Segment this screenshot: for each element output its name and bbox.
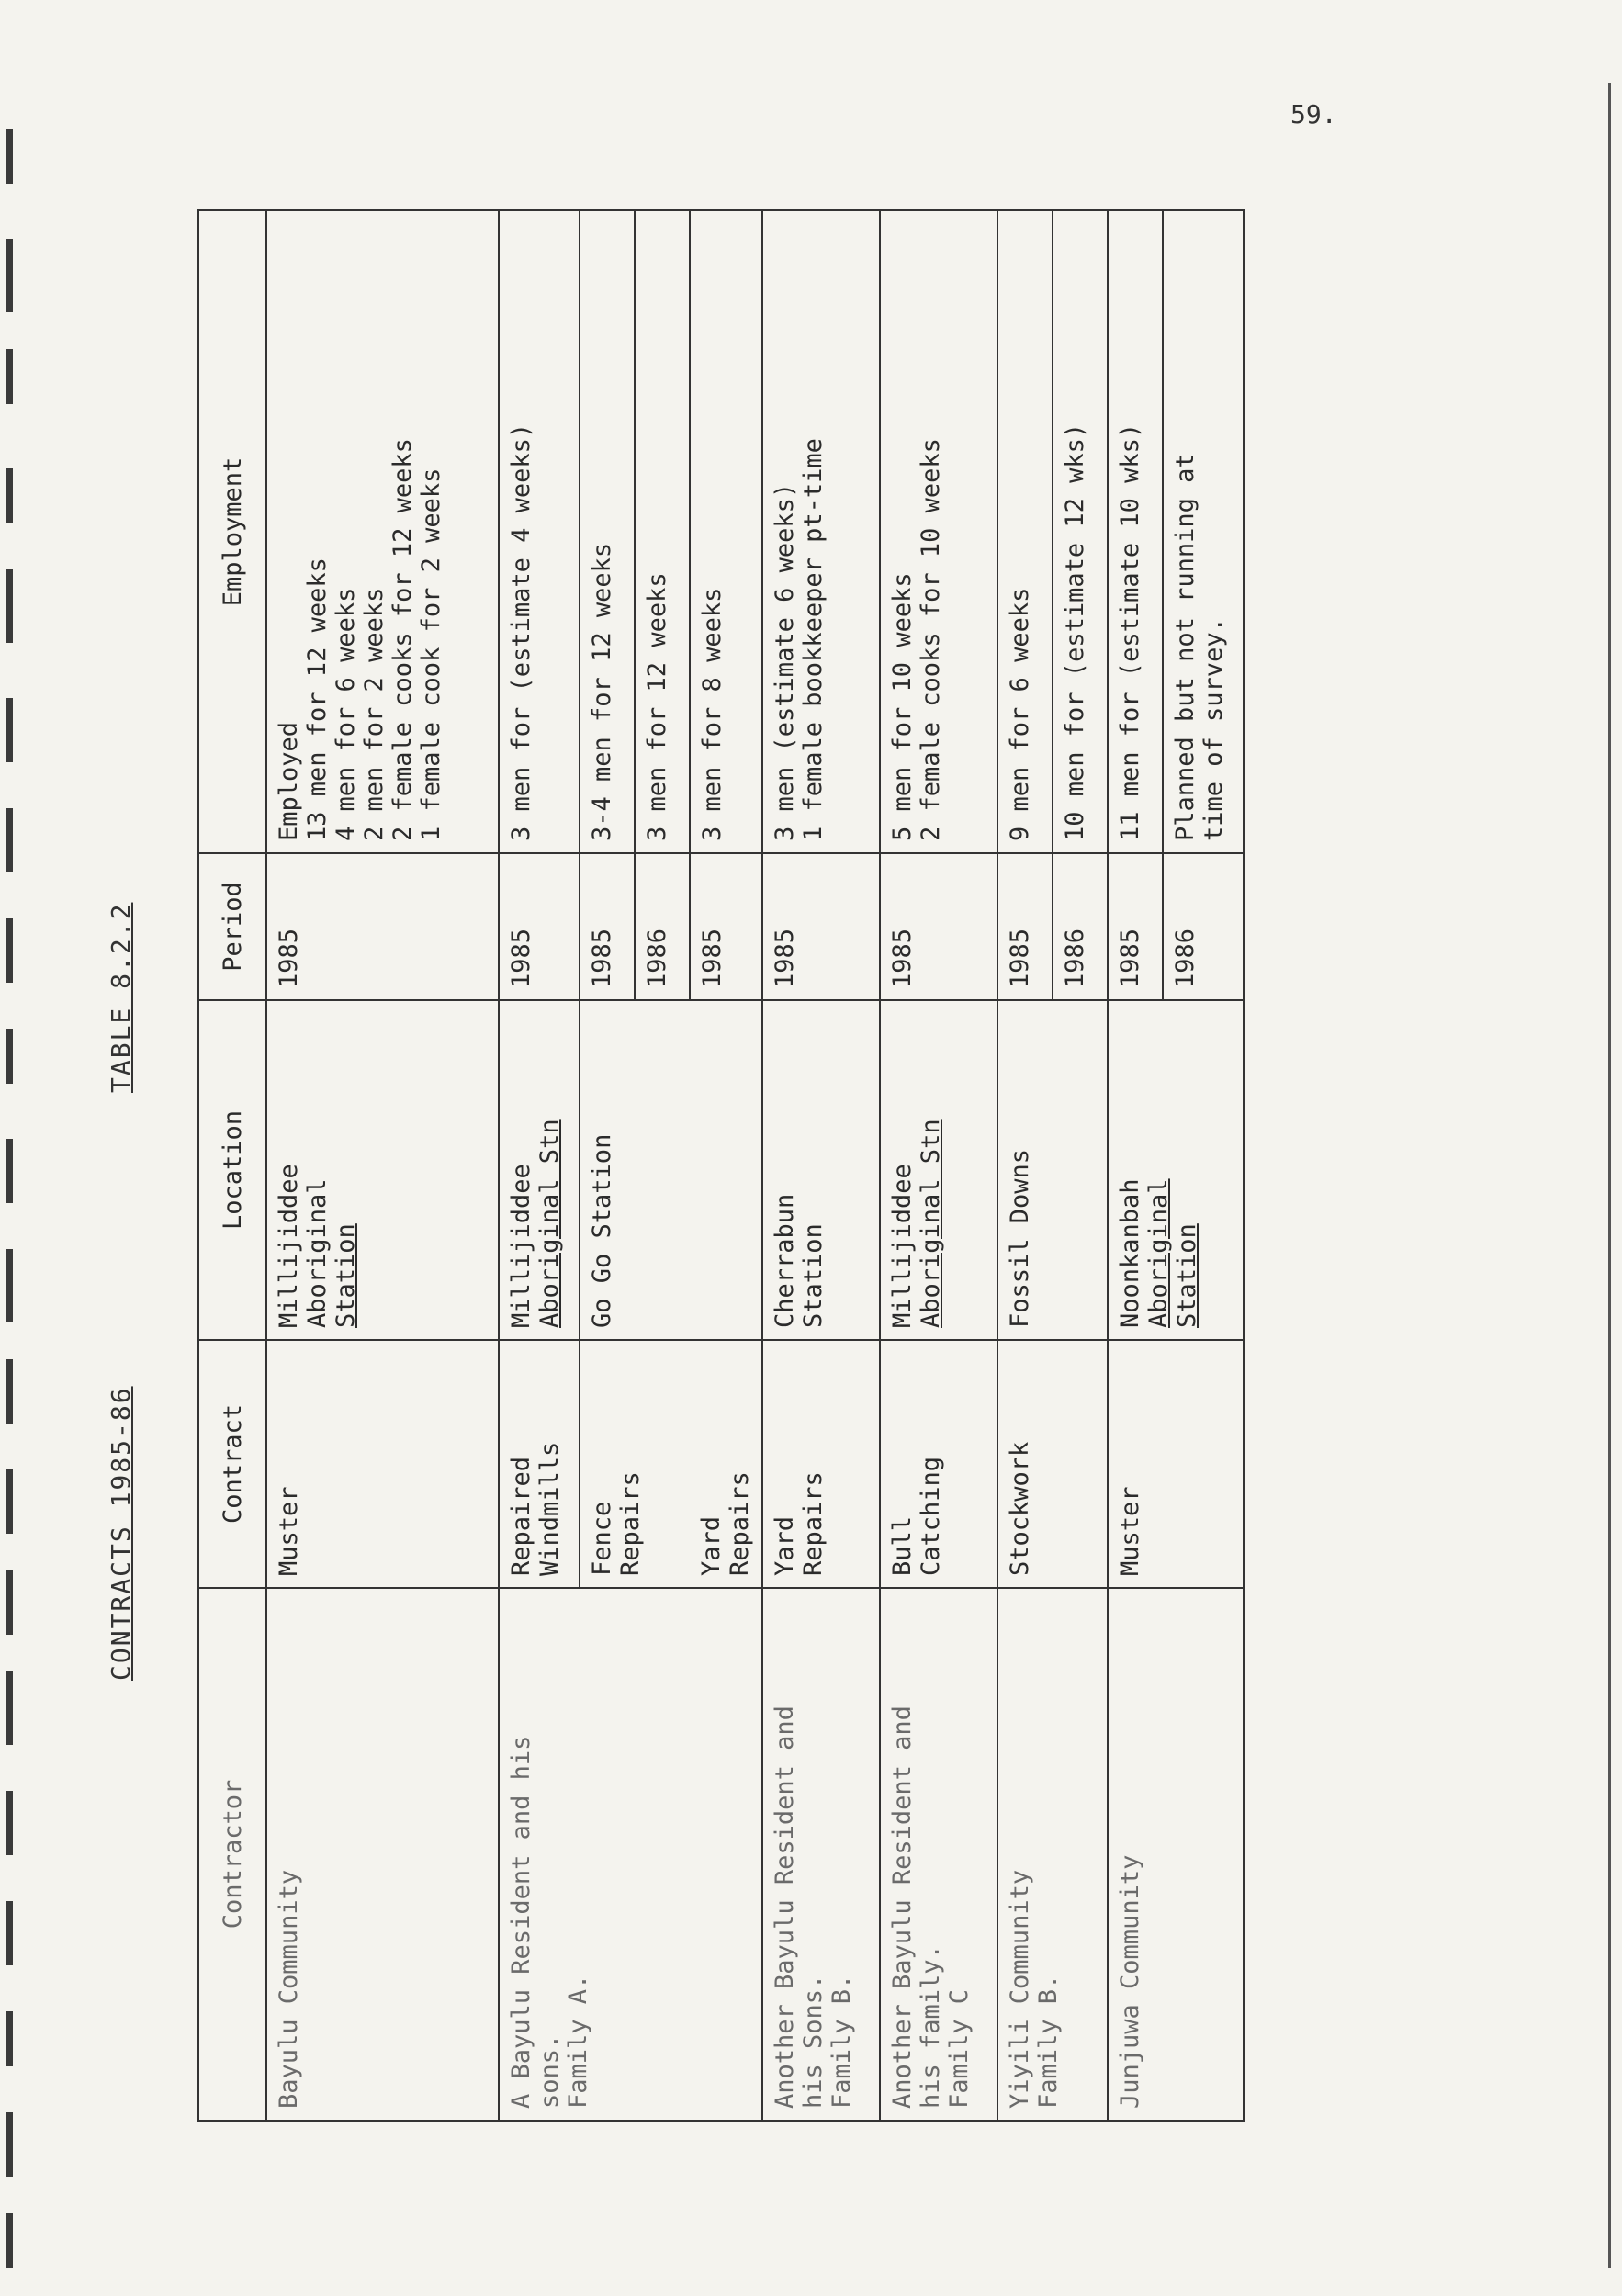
employment-cell: Employed 13 men for 12 weeks 4 men for 6 weeks 2 men for 2 weeks 2 female cooks for 12 weeks 1 female cook for 2 weeks <box>266 210 499 853</box>
contract-cell: Repaired Windmills <box>499 1340 580 1588</box>
rotated-page <box>87 165 1520 2232</box>
location-cell: Go Go Station <box>580 1000 762 1340</box>
contracts-table <box>197 209 1245 2122</box>
header-row <box>198 210 266 2121</box>
employment-cell: 3 men for (estimate 4 weeks) <box>499 210 580 853</box>
period-cell: 1986 <box>635 853 690 1000</box>
location-cell: Millijiddee Aboriginal Stn <box>499 1000 580 1340</box>
contract-cell: Bull Catching <box>880 1340 997 1588</box>
contractor-cell: Junjuwa Community <box>1108 1588 1244 2121</box>
contract-cell: Yard Repairs <box>690 1340 762 1588</box>
period-cell: 1985 <box>997 853 1053 1000</box>
contract-cell: Yard Repairs <box>762 1340 880 1588</box>
contract-cell: Fence Repairs <box>580 1340 690 1588</box>
employment-cell: 3-4 men for 12 weeks <box>580 210 635 853</box>
period-cell: 1985 <box>580 853 635 1000</box>
table-row <box>762 210 880 2121</box>
contract-cell: Muster <box>266 1340 499 1588</box>
contractor-cell: Another Bayulu Resident and his Sons. Family B. <box>762 1588 880 2121</box>
contractor-cell: Bayulu Community <box>266 1588 499 2121</box>
table-heading-contracts: CONTRACTS 1985-86 <box>106 1386 136 1681</box>
col-header-employment: Employment <box>198 210 266 853</box>
employment-cell: Planned but not running at time of survey. <box>1163 210 1244 853</box>
page-edge <box>1608 83 1611 2268</box>
col-header-contract: Contract <box>198 1340 266 1588</box>
period-cell: 1985 <box>762 853 880 1000</box>
location-cell: Millijiddee Aboriginal Stn <box>880 1000 997 1340</box>
location-cell: Millijiddee Aboriginal Station <box>266 1000 499 1340</box>
page-number: 59. <box>1290 99 1337 129</box>
contractor-cell: Another Bayulu Resident and his family. Family C <box>880 1588 997 2121</box>
table-heading-number: TABLE 8.2.2 <box>106 902 136 1093</box>
col-header-location: Location <box>198 1000 266 1340</box>
period-cell: 1985 <box>1108 853 1163 1000</box>
period-cell: 1985 <box>499 853 580 1000</box>
employment-cell: 3 men for 12 weeks <box>635 210 690 853</box>
table-row <box>997 210 1053 2121</box>
contractor-cell: A Bayulu Resident and his sons. Family A. <box>499 1588 762 2121</box>
contractor-cell: Yiyili Community Family B. <box>997 1588 1108 2121</box>
location-cell: Cherrabun Station <box>762 1000 880 1340</box>
col-header-period: Period <box>198 853 266 1000</box>
period-cell: 1986 <box>1053 853 1108 1000</box>
col-header-contractor: Contractor <box>198 1588 266 2121</box>
period-cell: 1985 <box>690 853 762 1000</box>
table-row <box>266 210 499 2121</box>
contract-cell: Muster <box>1108 1340 1244 1588</box>
location-cell: Noonkanbah Aboriginal Station <box>1108 1000 1244 1340</box>
period-cell: 1986 <box>1163 853 1244 1000</box>
contract-cell: Stockwork <box>997 1340 1108 1588</box>
period-cell: 1985 <box>880 853 997 1000</box>
location-cell: Fossil Downs <box>997 1000 1108 1340</box>
table-row <box>1108 210 1163 2121</box>
employment-cell: 3 men (estimate 6 weeks) 1 female bookkeeper pt-time <box>762 210 880 853</box>
table-row <box>499 210 580 2121</box>
employment-cell: 3 men for 8 weeks <box>690 210 762 853</box>
table-row <box>880 210 997 2121</box>
binding-marks <box>0 0 28 2296</box>
period-cell: 1985 <box>266 853 499 1000</box>
employment-cell: 11 men for (estimate 10 wks) <box>1108 210 1163 853</box>
employment-cell: 9 men for 6 weeks <box>997 210 1053 853</box>
employment-cell: 5 men for 10 weeks 2 female cooks for 10 weeks <box>880 210 997 853</box>
employment-cell: 10 men for (estimate 12 wks) <box>1053 210 1108 853</box>
